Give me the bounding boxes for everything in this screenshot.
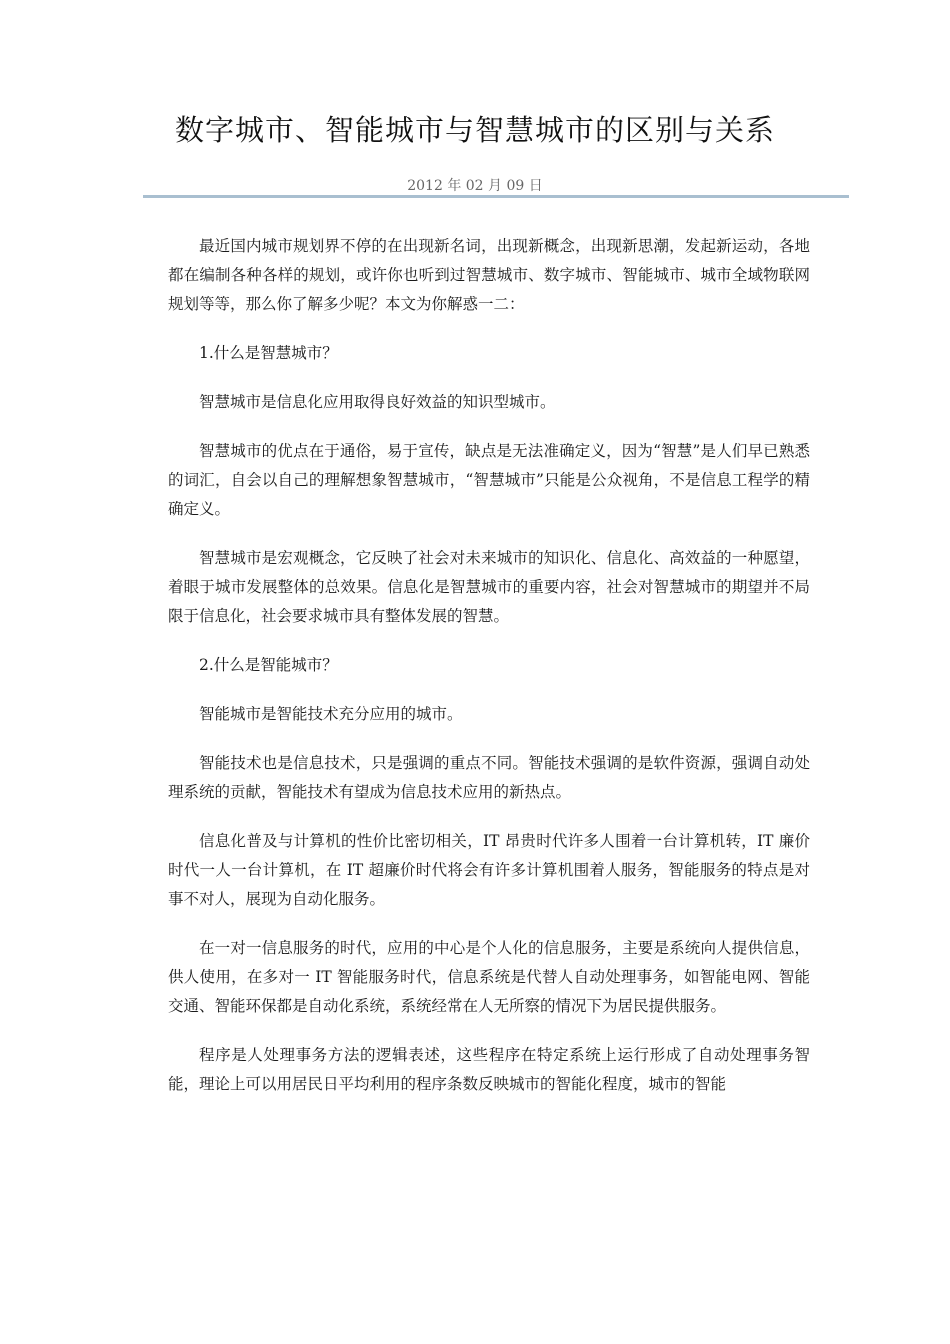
paragraph: 智慧城市是信息化应用取得良好效益的知识型城市。 [199,393,556,411]
paragraph: 智能技术也是信息技术，只是强调的重点不同。智能技术强调的是软件资源，强调自动处理系统的贡献，智能技术有望成为信息技术应用的新热点。 [168,754,810,801]
paragraph: 程序是人处理事务方法的逻辑表述，这些程序在特定系统上运行形成了自动处理事务智能，理论上可以用居民日平均利用的程序条数反映城市的智能化程度，城市的智能 [168,1046,810,1093]
paragraph: 智慧城市是宏观概念，它反映了社会对未来城市的知识化、信息化、高效益的一种愿望，着眼于城市发展整体的总效果。信息化是智慧城市的重要内容，社会对智慧城市的期望并不局限于信息化，社会要求城市具有整体发展的智慧。 [168,549,810,625]
article-body [168,232,810,1119]
section-heading-intelligent-city: 2.什么是智能城市？ [199,656,338,674]
title-divider [143,195,849,198]
paragraph: 智慧城市的优点在于通俗，易于宣传，缺点是无法准确定义，因为“智慧”是人们早已熟悉的词汇，自会以自己的理解想象智慧城市，“智慧城市”只能是公众视角，不是信息工程学的精确定义。 [168,442,810,518]
paragraph: 智能城市是智能技术充分应用的城市。 [199,705,463,723]
section-heading-smart-city: 1.什么是智慧城市？ [199,344,338,362]
paragraph: 信息化普及与计算机的性价比密切相关，IT 昂贵时代许多人围着一台计算机转，IT 廉价时代一人一台计算机，在 IT 超廉价时代将会有许多计算机围着人服务，智能服务的特点是对事不对人，展现为自动化服务。 [168,832,810,908]
document-title: 数字城市、智能城市与智慧城市的区别与关系 [174,113,775,147]
paragraph-intro: 最近国内城市规划界不停的在出现新名词，出现新概念，出现新思潮，发起新运动，各地都在编制各种各样的规划，或许你也听到过智慧城市、数字城市、智能城市、城市全域物联网规划等等，那么你了解多少呢？本文为你解惑一二： [168,237,810,313]
publish-date: 2012 年 02 月 09 日 [407,178,543,194]
paragraph: 在一对一信息服务的时代，应用的中心是个人化的信息服务，主要是系统向人提供信息，供人使用，在多对一 IT 智能服务时代，信息系统是代替人自动处理事务，如智能电网、智能交通、智能环保都是自动化系统，系统经常在人无所察的情况下为居民提供服务。 [168,939,810,1015]
